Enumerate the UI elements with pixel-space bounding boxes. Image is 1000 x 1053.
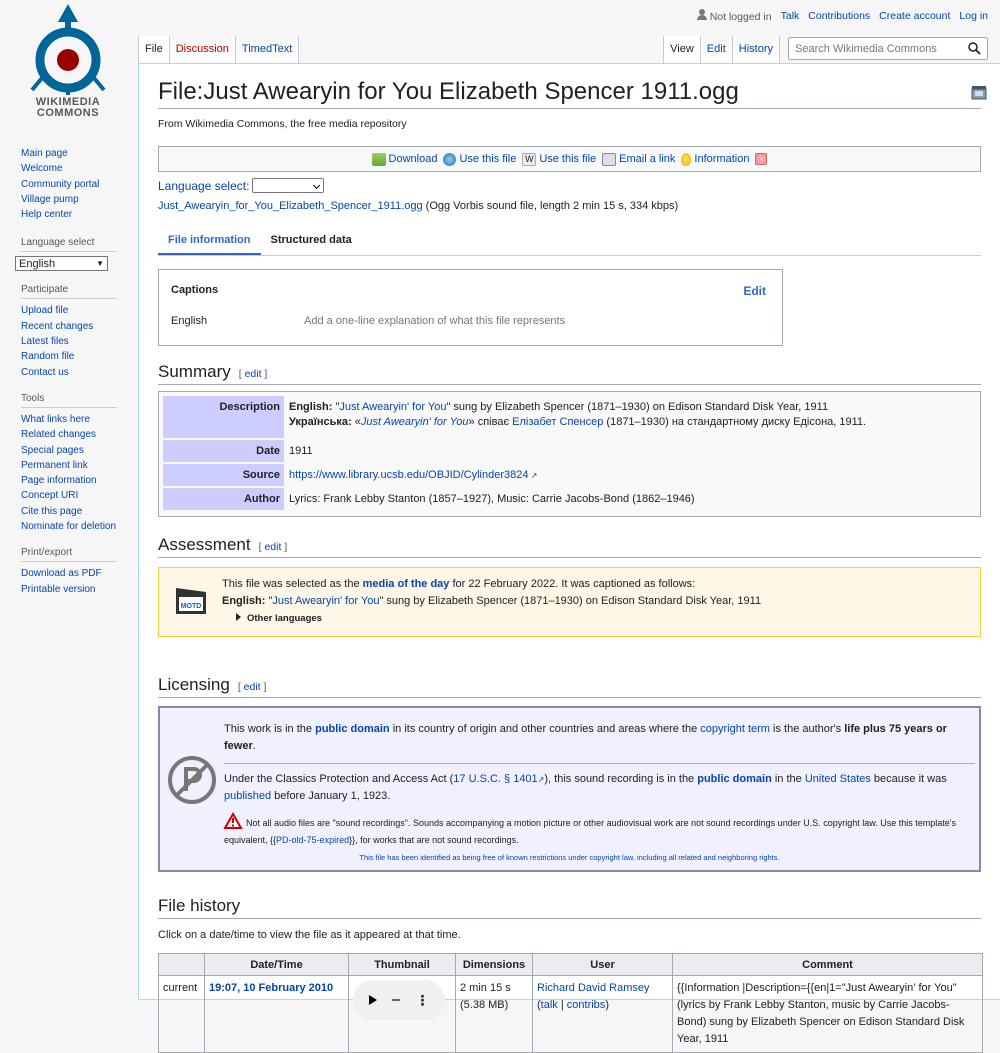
- tab-file-information[interactable]: File information: [158, 234, 261, 255]
- desc-en-label: English:: [289, 401, 333, 413]
- create-account-link[interactable]: Create account: [879, 10, 951, 22]
- language-dropdown-value: English: [19, 257, 56, 270]
- license-box: [158, 706, 981, 872]
- sidebar-item-random-file[interactable]: Random file: [21, 351, 75, 363]
- caption-language: English: [171, 315, 208, 327]
- view-tabs: [663, 36, 780, 63]
- license-divider: [224, 763, 975, 764]
- print-heading: Print/export: [21, 547, 117, 562]
- summary-row-author: [163, 488, 976, 510]
- use-file-web-link[interactable]: [443, 153, 516, 166]
- license-p1-a: This work is in the: [224, 723, 316, 735]
- external-link-icon: ↗: [528, 471, 538, 480]
- sidebar-participate: [21, 284, 138, 379]
- captions-panel: [158, 269, 783, 346]
- sidebar: [0, 140, 138, 597]
- public-domain-link[interactable]: public domain: [315, 723, 390, 735]
- sidebar-item-main-page[interactable]: Main page: [21, 148, 68, 159]
- language-dropdown[interactable]: [15, 256, 108, 271]
- assessment-en-label: English:: [222, 595, 266, 607]
- commons-logo-icon: [18, 0, 118, 96]
- contributions-link[interactable]: Contributions: [808, 10, 871, 22]
- source-link[interactable]: https://www.library.ucsb.edu/OBJID/Cylinder3824: [289, 469, 529, 481]
- sidebar-item-nominate-for-deletion[interactable]: Nominate for deletion: [21, 521, 117, 533]
- sidebar-item-cite-this-page[interactable]: Cite this page: [21, 505, 83, 517]
- desc-en-rest: " sung by Elizabeth Spencer (1871–1930) on Edison Standard Disk Year, 1911: [446, 401, 829, 413]
- copyright-term-link[interactable]: copyright term: [700, 723, 770, 735]
- summary-edit-word[interactable]: edit: [244, 368, 262, 380]
- tab-history-label: History: [738, 43, 773, 55]
- desc-uk-label: Українська:: [289, 416, 352, 428]
- logo-line1: WIKIMEDIA: [35, 96, 101, 108]
- assessment-quote: ": [265, 595, 273, 607]
- media-of-the-day-link[interactable]: media of the day: [362, 578, 450, 590]
- sidebar-item-permanent-link[interactable]: Permanent link: [21, 459, 88, 471]
- file-link[interactable]: Just_Awearyin_for_You_Elizabeth_Spencer_1911.ogg: [158, 200, 423, 212]
- licensing-edit-link[interactable]: [ edit ]: [237, 681, 267, 693]
- sidebar-item-page-information[interactable]: Page information: [21, 475, 97, 487]
- history-header-thumbnail: Thumbnail: [349, 954, 456, 976]
- history-header-dimensions: Dimensions: [456, 954, 533, 976]
- language-select-line: [158, 178, 981, 193]
- pd-old-75-expired-link[interactable]: PD-old-75-expired: [276, 835, 350, 845]
- login-link[interactable]: Log in: [959, 10, 988, 22]
- tagline: From Wikimedia Commons, the free media repository: [158, 118, 407, 130]
- date-label: Date: [163, 440, 284, 462]
- summary-table: [158, 391, 981, 517]
- license-warning-b: }}, for works that are not sound recordings.: [349, 835, 519, 845]
- license-footer[interactable]: This file has been identified as being free of known restrictions under copyright law, including all related and neighboring rights.: [359, 853, 780, 862]
- sidebar-item-concept-uri[interactable]: Concept URI: [21, 490, 79, 502]
- warning-icon: [224, 813, 242, 829]
- history-size: (5.38 MB): [460, 999, 509, 1011]
- tab-edit[interactable]: [701, 36, 733, 63]
- sidebar-item-related-changes[interactable]: Related changes: [21, 429, 97, 441]
- search-box: [788, 37, 988, 60]
- information-link[interactable]: [681, 153, 749, 166]
- file-history-heading: File history: [158, 896, 981, 919]
- audio-player[interactable]: [353, 980, 445, 1020]
- file-description: (Ogg Vorbis sound file, length 2 min 15 s, 334 kbps): [425, 200, 679, 212]
- public-domain-icon: [167, 755, 217, 805]
- captions-title: Captions: [171, 284, 219, 296]
- user-icon: [697, 9, 707, 20]
- tab-history[interactable]: [733, 36, 780, 63]
- tab-timedtext[interactable]: [236, 36, 299, 63]
- license-p2-e: before January 1, 1923.: [271, 790, 391, 802]
- assessment-edit-link[interactable]: [ edit ]: [258, 541, 288, 553]
- language-select-dropdown[interactable]: [252, 178, 324, 193]
- other-languages-toggle[interactable]: Other languages: [236, 610, 761, 627]
- sidebar-item-help-center[interactable]: Help center: [21, 209, 73, 221]
- license-p1-b: in its country of origin and other countries and areas where the: [389, 723, 701, 735]
- assessment-line1-a: This file was selected as the: [222, 578, 363, 590]
- history-user-link[interactable]: Richard David Ramsey: [537, 982, 650, 994]
- assessment-edit-word[interactable]: edit: [264, 541, 282, 553]
- globe-icon: [443, 153, 456, 166]
- desc-uk-mid: » співає: [468, 416, 513, 428]
- download-icon: [372, 153, 386, 166]
- search-icon[interactable]: [968, 42, 981, 55]
- information-label[interactable]: Information: [694, 153, 750, 165]
- summary-heading: [158, 362, 981, 385]
- summary-edit-link[interactable]: [ edit ]: [238, 368, 268, 380]
- captions-edit-button[interactable]: Edit: [743, 284, 766, 298]
- source-label: Source: [163, 464, 284, 486]
- close-icon[interactable]: ×: [755, 153, 767, 165]
- film-icon[interactable]: [971, 84, 987, 100]
- us-public-domain-link[interactable]: public domain: [697, 773, 772, 785]
- caption-placeholder[interactable]: Add a one-line explanation of what this file represents: [304, 315, 566, 327]
- licensing-heading: [158, 675, 981, 698]
- participate-heading: Participate: [21, 284, 117, 299]
- sidebar-item-contact-us[interactable]: Contact us: [21, 366, 69, 378]
- more-options-icon[interactable]: ⋮: [415, 992, 430, 1008]
- content: [138, 63, 1000, 1045]
- history-duration: 2 min 15 s: [460, 982, 511, 994]
- use-file-label[interactable]: Use this file: [459, 153, 517, 165]
- history-datetime-link[interactable]: 19:07, 10 February 2010: [209, 982, 334, 994]
- sidebar-print: [21, 547, 138, 597]
- assessment-line1-b: for 22 February 2022. It was captioned as follows:: [449, 578, 696, 590]
- united-states-link[interactable]: United States: [804, 773, 871, 785]
- download-label[interactable]: Download: [388, 153, 438, 165]
- description-value: [284, 396, 871, 438]
- sidebar-language: [21, 237, 138, 252]
- personal-tools: [697, 9, 988, 23]
- history-header-comment: Comment: [673, 954, 983, 976]
- license-p1-c: is the author's: [769, 723, 845, 735]
- assessment-heading: [158, 535, 981, 558]
- file-history-header-row: [159, 954, 983, 976]
- summary-row-date: [163, 440, 976, 462]
- tab-structured-data[interactable]: Structured data: [270, 234, 352, 246]
- sidebar-item-welcome[interactable]: Welcome: [21, 163, 63, 175]
- use-file-wiki-label[interactable]: Use this file: [539, 153, 597, 165]
- sidebar-item-village-pump[interactable]: Village pump: [21, 193, 79, 205]
- history-header-blank: [159, 954, 205, 976]
- table-row: current 19:07, 10 February 2010 ⋮ 2 min 15 s (5.38 MB) Richard David Ramsey (talk | contribs) {{Information |Description={{en|1="Just Awearyin' for You" (lyrics by Frank Lebby Stanton, music by Carrie Jacobs-Bond) sung by Elizabeth Spencer on Edison Standard Disk Year, 1911: [159, 976, 983, 1053]
- tab-file[interactable]: [138, 36, 170, 63]
- assessment-line2-rest: " sung by Elizabeth Spencer (1871–1930) on Edison Standard Disk Year, 1911: [379, 595, 762, 607]
- email-link[interactable]: [602, 153, 675, 166]
- language-select-label: Language select:: [158, 178, 250, 193]
- licensing-edit-word[interactable]: edit: [243, 681, 261, 693]
- summary-row-description: [163, 396, 976, 438]
- sidebar-item-upload-file[interactable]: Upload file: [21, 305, 69, 317]
- history-contribs-link[interactable]: contribs: [566, 999, 606, 1011]
- external-link-icon: ↗: [537, 775, 545, 784]
- assessment-heading-label: Assessment: [158, 535, 251, 554]
- shared-image-links: [158, 146, 981, 172]
- author-label: Author: [163, 488, 284, 510]
- tab-view[interactable]: [663, 36, 701, 63]
- language-heading: Language select: [21, 237, 117, 252]
- volume-icon[interactable]: [392, 999, 400, 1001]
- file-history-instructions: Click on a date/time to view the file as it appeared at that time.: [158, 929, 461, 941]
- summary-heading-label: Summary: [158, 362, 231, 381]
- sidebar-navigation: [21, 146, 138, 222]
- usc-1401-link[interactable]: 17 U.S.C. § 1401: [453, 773, 538, 785]
- tab-edit-label: Edit: [706, 43, 726, 55]
- license-term-bold: life plus 75 years or fewer: [224, 723, 947, 752]
- history-header-user: User: [533, 954, 673, 976]
- assessment-title-link[interactable]: Just Awearyin' for You: [272, 595, 380, 607]
- license-p2-c: in the: [771, 773, 805, 785]
- license-p2-d: because it was: [870, 773, 947, 785]
- license-p2-b: ), this sound recording is in the: [544, 773, 698, 785]
- published-link[interactable]: published: [224, 790, 272, 802]
- history-comment: {{Information |Description={{en|1="Just Awearyin' for You" (lyrics by Frank Lebby Stanton, music by Carrie Jacobs-Bond) sung by Elizabeth Spencer on Edison Standard Disk Year, 1911: [673, 976, 983, 1053]
- email-label[interactable]: Email a link: [619, 153, 676, 165]
- sidebar-item-what-links-here[interactable]: What links here: [21, 413, 90, 425]
- license-p2-a: Under the Classics Protection and Access Act (: [224, 773, 454, 785]
- sidebar-tools: [21, 393, 138, 534]
- motd-icon-text: MOTD: [180, 603, 202, 610]
- licensing-heading-label: Licensing: [158, 675, 230, 694]
- desc-en-link[interactable]: Just Awearyin' for You: [339, 401, 447, 413]
- namespace-tabs: [138, 36, 299, 63]
- sidebar-item-recent-changes[interactable]: Recent changes: [21, 320, 94, 332]
- summary-row-source: [163, 464, 976, 486]
- tab-file-label: File: [145, 43, 163, 55]
- play-icon[interactable]: [369, 995, 377, 1005]
- logo-line2: COMMONS: [36, 107, 100, 119]
- tab-discussion-label: Discussion: [175, 43, 229, 55]
- page-title: File:Just Awearyin for You Elizabeth Spencer 1911.ogg: [158, 78, 981, 109]
- description-label: Description: [163, 396, 284, 438]
- email-icon: [602, 153, 616, 166]
- history-header-datetime: Date/Time: [205, 954, 349, 976]
- lightbulb-icon: [681, 153, 691, 166]
- wikipedia-icon: W: [522, 153, 536, 166]
- date-value: 1911: [289, 445, 313, 457]
- sidebar-item-latest-files[interactable]: Latest files: [21, 336, 69, 348]
- file-history-table: [158, 953, 983, 1053]
- sidebar-item-community-portal[interactable]: Community portal: [21, 178, 100, 190]
- tab-view-label: View: [670, 43, 694, 55]
- not-logged-in: Not logged in: [697, 9, 772, 23]
- sidebar-item-special-pages[interactable]: Special pages: [21, 444, 84, 456]
- license-warning-a: Not all audio files are "sound recordings". Sounds accompanying a motion picture or other audiovisual work are not sound recordings under U.S. copyright law. Use this template's equivalent, {{: [224, 818, 956, 845]
- tab-timedtext-label: TimedText: [241, 43, 293, 55]
- wikimedia-commons-logo[interactable]: [18, 0, 118, 125]
- talk-link[interactable]: Talk: [780, 10, 800, 22]
- use-file-wiki-link[interactable]: [522, 153, 596, 166]
- sidebar-item-printable-version[interactable]: Printable version: [21, 583, 96, 595]
- motd-clapper-icon: [174, 584, 208, 618]
- history-current-label: current: [159, 976, 205, 1053]
- assessment-box: [158, 567, 981, 637]
- chevron-down-icon: ▼: [96, 259, 104, 269]
- file-info-line: [158, 200, 981, 212]
- tab-discussion[interactable]: [170, 36, 236, 63]
- desc-uk-link[interactable]: Just Awearyin' for You: [360, 416, 469, 428]
- search-input[interactable]: [793, 42, 963, 56]
- sidebar-item-download-pdf[interactable]: Download as PDF: [21, 568, 102, 580]
- download-link[interactable]: [372, 153, 438, 166]
- desc-uk-rest: (1871–1930) на стандартному диску Едісона, 1911.: [603, 416, 867, 428]
- file-tabs: [158, 234, 981, 256]
- license-p1-d: .: [252, 740, 256, 752]
- history-talk-link[interactable]: talk: [540, 999, 558, 1011]
- desc-uk-link2[interactable]: Елізабет Спенсер: [512, 416, 604, 428]
- author-value: Lyrics: Frank Lebby Stanton (1857–1927), Music: Carrie Jacobs-Bond (1862–1946): [289, 493, 695, 505]
- desc-en-quote: ": [332, 401, 340, 413]
- desc-uk-quote: «: [351, 416, 361, 428]
- tools-heading: Tools: [21, 393, 117, 408]
